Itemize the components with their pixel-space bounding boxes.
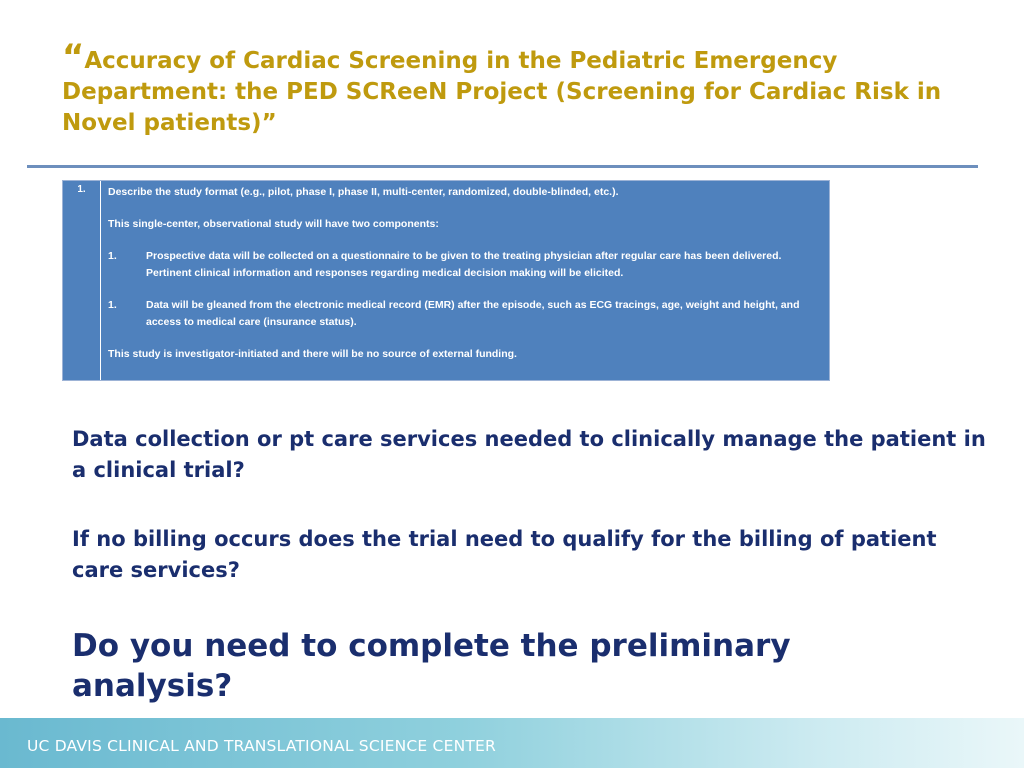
- title-text: Accuracy of Cardiac Screening in the Pediatric Emergency Department: the PED SCReeN Project (Screening for Cardiac Risk in Novel patients)”: [62, 48, 942, 136]
- list-item: [108, 248, 819, 282]
- title-divider: [27, 165, 978, 168]
- title-open-quote: “: [62, 37, 85, 77]
- table-intro: This single-center, observational study will have two components:: [108, 218, 439, 230]
- list-item-text: Prospective data will be collected on a questionnaire to be given to the treating physician after regular care has been delivered. Pertinent clinical information and responses regarding medical decision making will be elicited.: [146, 250, 782, 279]
- list-item-text: Data will be gleaned from the electronic medical record (EMR) after the episode, such as ECG tracings, age, weight and height, and access to medical care (insurance status).: [146, 299, 800, 328]
- table-content-cell: [101, 181, 829, 380]
- table-prompt: Describe the study format (e.g., pilot, phase I, phase II, multi-center, randomized, double-blinded, etc.).: [108, 186, 619, 198]
- question-preliminary-analysis: Do you need to complete the preliminary analysis?: [72, 628, 791, 704]
- table-row-number: 1.: [63, 181, 101, 380]
- question-billing: If no billing occurs does the trial need to qualify for the billing of patient care services?: [72, 527, 937, 582]
- list-item: [108, 297, 819, 331]
- table-closing: This study is investigator-initiated and there will be no source of external funding.: [108, 348, 517, 360]
- study-format-table: [62, 180, 830, 381]
- footer-organization-name: UC DAVIS CLINICAL AND TRANSLATIONAL SCIENCE CENTER: [27, 737, 496, 755]
- list-item-number: 1.: [108, 299, 117, 311]
- question-data-collection: Data collection or pt care services needed to clinically manage the patient in a clinical trial?: [72, 427, 986, 482]
- slide-title: [62, 37, 962, 139]
- list-item-number: 1.: [108, 250, 117, 262]
